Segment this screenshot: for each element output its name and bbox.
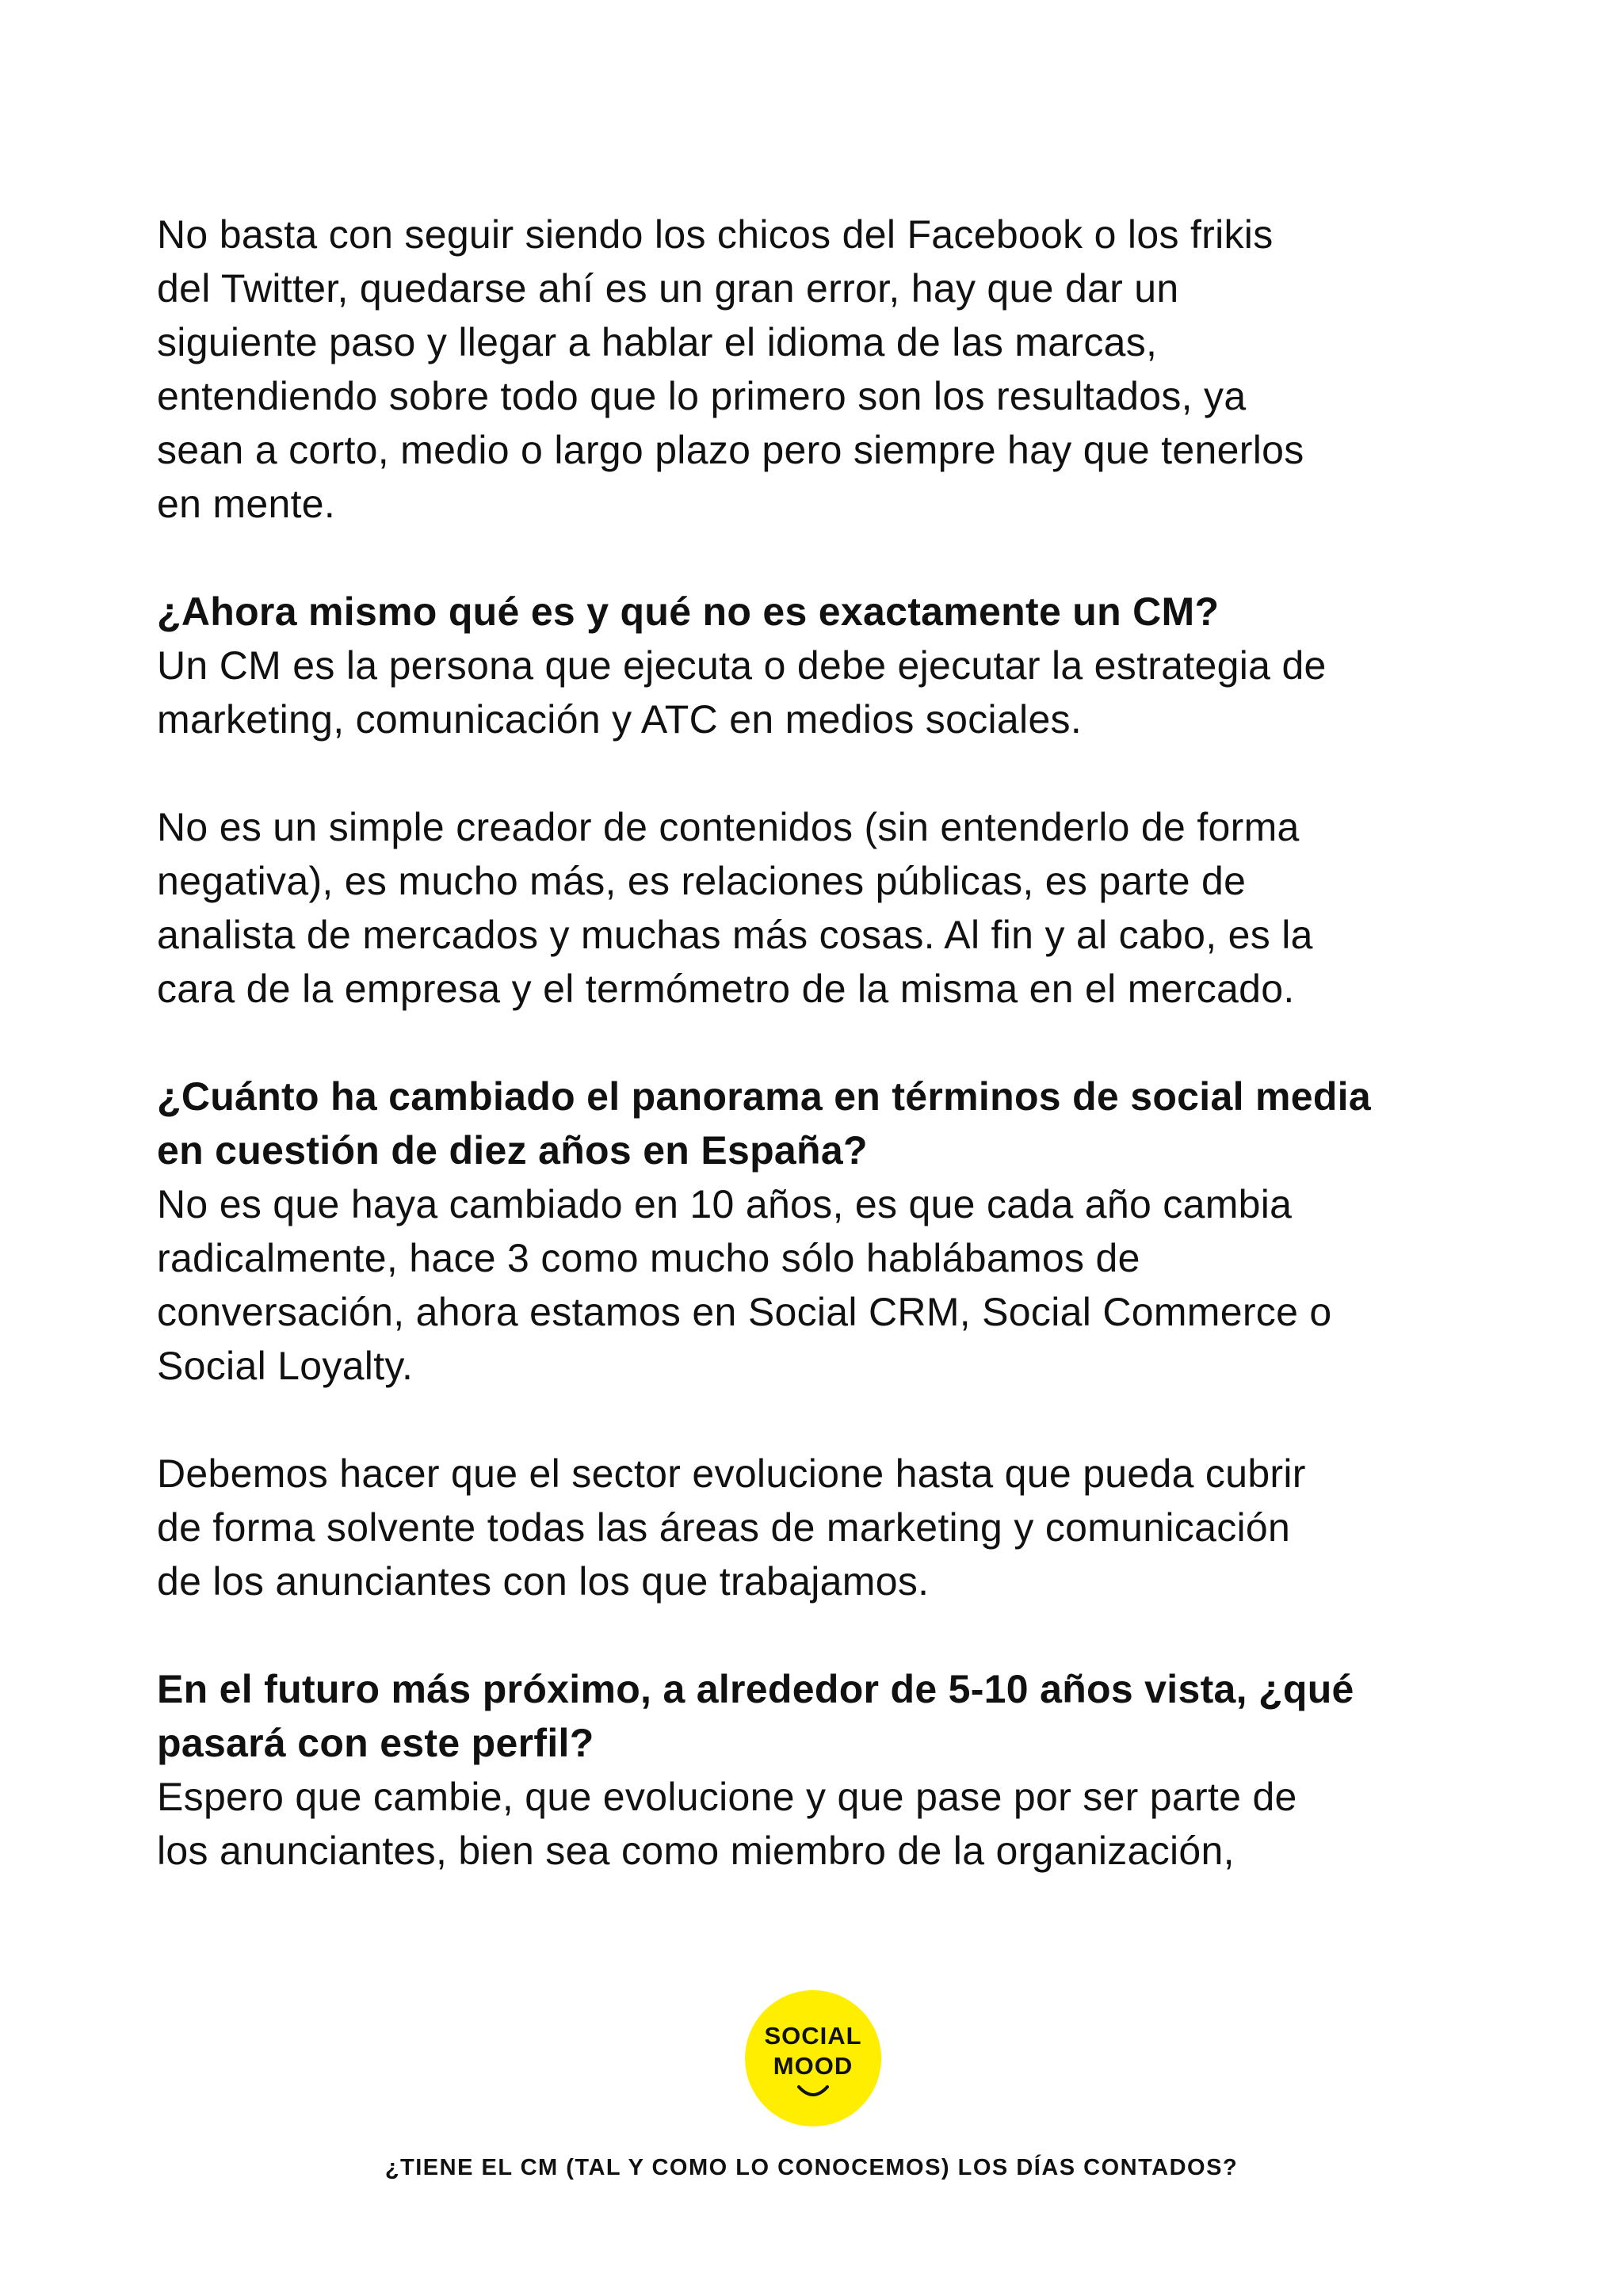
text-line: sean a corto, medio o largo plazo pero siempre hay que tenerlos	[157, 428, 1304, 472]
section-what-is-cm	[157, 585, 1488, 1016]
paragraph-intro	[157, 208, 1488, 531]
question-heading: pasará con este perfil?	[157, 1721, 594, 1765]
text-line: negativa), es mucho más, es relaciones públicas, es parte de	[157, 859, 1247, 903]
question-heading: En el futuro más próximo, a alrededor de 5-10 años vista, ¿qué	[157, 1667, 1354, 1711]
question-heading: en cuestión de diez años en España?	[157, 1128, 868, 1173]
smile-icon	[796, 2084, 831, 2101]
text-line: de los anunciantes con los que trabajamos.	[157, 1559, 930, 1604]
section-future	[157, 1662, 1488, 1878]
text-line: Debemos hacer que el sector evolucione hasta que pueda cubrir	[157, 1451, 1306, 1496]
text-line: Social Loyalty.	[157, 1344, 414, 1388]
logo-text-mood: MOOD	[773, 2052, 854, 2080]
question-heading: ¿Cuánto ha cambiado el panorama en términos de social media	[157, 1074, 1371, 1119]
text-line: analista de mercados y muchas más cosas. Al fin y al cabo, es la	[157, 913, 1313, 957]
question-heading: ¿Ahora mismo qué es y qué no es exactamente un CM?	[157, 589, 1220, 634]
paragraph-spacer	[157, 1608, 1488, 1662]
text-line: No es un simple creador de contenidos (sin entenderlo de forma	[157, 805, 1300, 849]
text-line: en mente.	[157, 482, 336, 526]
social-mood-logo	[745, 1990, 881, 2126]
text-line: Espero que cambie, que evolucione y que pase por ser parte de	[157, 1775, 1297, 1819]
paragraph-spacer	[157, 1016, 1488, 1070]
article-body	[157, 208, 1488, 1878]
page-footer-title: ¿TIENE EL CM (TAL Y COMO LO CONOCEMOS) LOS DÍAS CONTADOS?	[384, 2155, 1239, 2180]
text-line: cara de la empresa y el termómetro de la misma en el mercado.	[157, 967, 1295, 1011]
text-line: radicalmente, hace 3 como mucho sólo hablábamos de	[157, 1236, 1140, 1280]
text-line: del Twitter, quedarse ahí es un gran error, hay que dar un	[157, 266, 1179, 311]
text-line: de forma solvente todas las áreas de marketing y comunicación	[157, 1505, 1291, 1550]
section-panorama-change	[157, 1070, 1488, 1608]
paragraph-spacer	[157, 531, 1488, 585]
text-line: Un CM es la persona que ejecuta o debe ejecutar la estrategia de	[157, 643, 1327, 688]
paragraph-spacer	[157, 1393, 1488, 1447]
text-line: No basta con seguir siendo los chicos del Facebook o los frikis	[157, 212, 1274, 257]
text-line: conversación, ahora estamos en Social CRM, Social Commerce o	[157, 1290, 1332, 1334]
text-line: entendiendo sobre todo que lo primero son los resultados, ya	[157, 374, 1247, 418]
text-line: los anunciantes, bien sea como miembro de la organización,	[157, 1829, 1235, 1873]
paragraph-spacer	[157, 746, 1488, 800]
logo-text-social: SOCIAL	[764, 2022, 862, 2050]
text-line: No es que haya cambiado en 10 años, es que cada año cambia	[157, 1182, 1293, 1226]
text-line: siguiente paso y llegar a hablar el idioma de las marcas,	[157, 320, 1158, 364]
text-line: marketing, comunicación y ATC en medios sociales.	[157, 697, 1083, 742]
